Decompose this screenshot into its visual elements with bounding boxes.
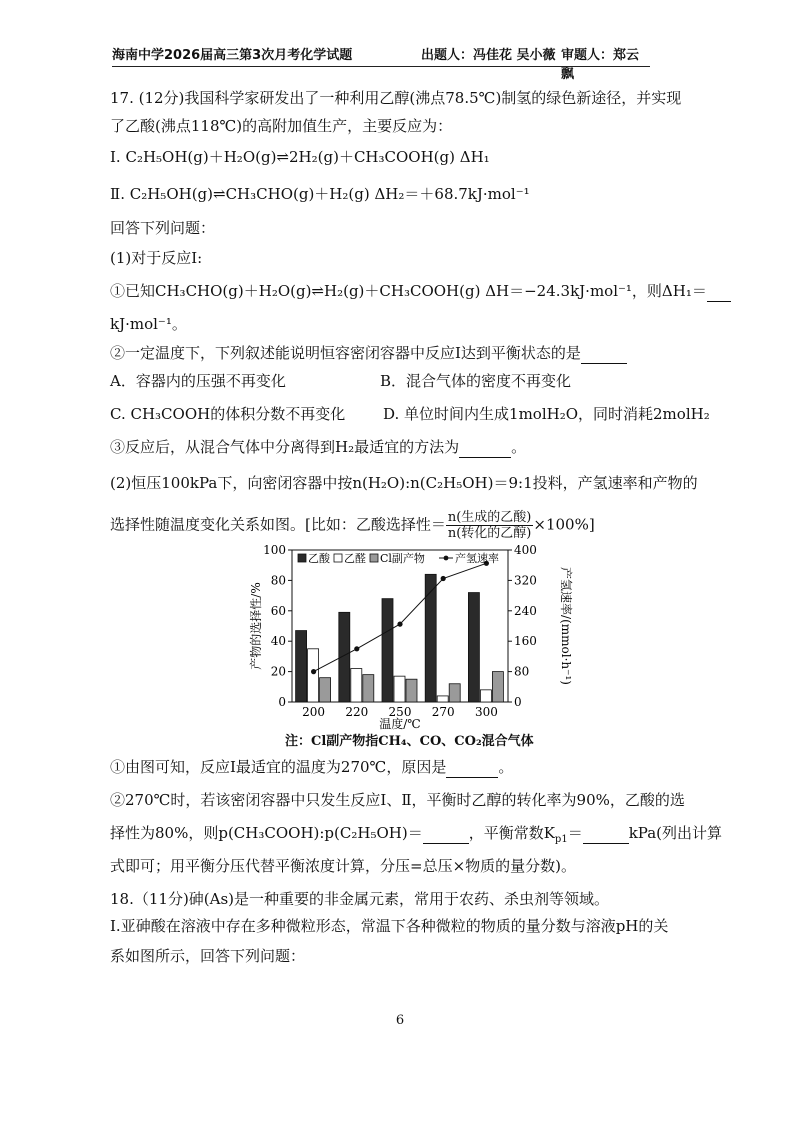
sub-question-3-text: ③反应后，从混合气体中分离得到H₂最适宜的方法为 xyxy=(110,438,460,456)
y2-tick-label: 0 xyxy=(514,695,522,709)
y-tick-label: 0 xyxy=(278,695,286,709)
bar-acetic-acid xyxy=(382,599,393,702)
y2-tick-label: 240 xyxy=(514,603,537,618)
q18-line-1: 18.（11分)砷(As)是一种重要的非金属元素，常用于农药、杀虫剂等领域。 xyxy=(110,890,610,908)
q17-intro-1: 17. (12分)我国科学家研发出了一种利用乙醇(沸点78.5℃)制氢的绿色新途径，并实现 xyxy=(110,89,682,107)
bar-cl-byproduct xyxy=(320,678,331,702)
y2-tick-label: 160 xyxy=(514,634,537,649)
legend-acetic-acid: 乙酸 xyxy=(308,552,330,565)
page-header xyxy=(112,44,650,82)
answer-blank[interactable] xyxy=(423,823,469,844)
legend-acetic-acid-swatch xyxy=(298,554,306,562)
answer-blank[interactable] xyxy=(459,437,511,458)
bar-acetic-acid xyxy=(468,593,479,702)
bar-acetaldehyde xyxy=(308,649,319,702)
s2-text-a: 择性为80%，则p(CH₃COOH):p(C₂H₅OH)＝ xyxy=(110,824,423,842)
hydrogen-rate-point xyxy=(354,646,359,651)
q18-line-2: Ⅰ.亚砷酸在溶液中存在多种微粒形态，常温下各种微粒的物质的量分数与溶液pH的关 xyxy=(110,917,669,935)
hydrogen-rate-point xyxy=(397,622,402,627)
fraction-denominator: n(转化的乙醇) xyxy=(447,526,532,541)
bar-acetic-acid xyxy=(425,574,436,702)
q18-line-3: 系如图所示，回答下列问题： xyxy=(110,947,306,965)
s2-line-3: 式即可；用平衡分压代替平衡浓度计算，分压=总压×物质的量分数)。 xyxy=(110,857,576,875)
bar-acetaldehyde xyxy=(394,676,405,702)
y-tick-label: 60 xyxy=(270,603,286,618)
page-number: 6 xyxy=(395,1013,405,1028)
option-d: D. 单位时间内生成1molH₂O，同时消耗2molH₂ xyxy=(383,405,710,423)
bar-acetaldehyde xyxy=(351,669,362,702)
part-2-line-1: (2)恒压100kPa下，向密闭容器中按n(H₂O):n(C₂H₅OH)＝9:1投料，产氢速率和产物的 xyxy=(110,474,698,492)
bar-cl-byproduct xyxy=(363,675,374,702)
y2-tick-label: 400 xyxy=(514,543,537,557)
legend-cl-byproduct: Cl副产物 xyxy=(380,552,425,565)
legend-hydrogen-rate: 产氢速率 xyxy=(455,552,499,565)
selectivity-fraction xyxy=(446,510,534,541)
y-axis-label: 产物的选择性/% xyxy=(249,582,263,670)
y2-tick-label: 80 xyxy=(514,664,530,679)
s1-question xyxy=(110,757,513,778)
sub-question-1-unit: kJ·mol⁻¹。 xyxy=(110,315,187,333)
exam-authors: 出题人：冯佳花 吴小薇 xyxy=(421,48,556,63)
selectivity-chart xyxy=(240,540,573,732)
s2-text-c: ＝ xyxy=(567,824,583,842)
hydrogen-rate-point xyxy=(441,576,446,581)
bar-cl-byproduct xyxy=(492,672,503,702)
sub-question-1-text: ①已知CH₃CHO(g)＋H₂O(g)⇌H₂(g)＋CH₃COOH(g) ΔH＝−24.3kJ·mol⁻¹，则ΔH₁＝ xyxy=(110,282,707,300)
bar-cl-byproduct xyxy=(406,679,417,702)
answer-prompt: 回答下列问题： xyxy=(110,219,216,237)
sub-question-3-end: 。 xyxy=(511,438,527,456)
sub-question-1 xyxy=(110,281,731,302)
answer-blank[interactable] xyxy=(446,757,498,778)
s2-text-d: kPa(列出计算 xyxy=(628,824,723,842)
reaction-2: Ⅱ. C₂H₅OH(g)⇌CH₃CHO(g)＋H₂(g) ΔH₂＝＋68.7kJ·mol⁻¹ xyxy=(110,185,530,203)
part-1-label: (1)对于反应Ⅰ: xyxy=(110,249,203,267)
y-tick-label: 20 xyxy=(270,664,286,679)
legend-acetaldehyde-swatch xyxy=(334,554,342,562)
answer-blank[interactable] xyxy=(581,343,627,364)
q17-intro-2: 了乙酸(沸点118℃)的高附加值生产，主要反应为： xyxy=(110,117,453,135)
x-tick-label: 220 xyxy=(345,705,369,719)
s1-text: ①由图可知，反应Ⅰ最适宜的温度为270℃，原因是 xyxy=(110,758,447,776)
kp-subscript: p1 xyxy=(554,834,568,845)
fraction-tail: ×100%] xyxy=(533,515,595,534)
header-rule xyxy=(112,66,650,67)
s2-line-1: ②270℃时，若该密闭容器中只发生反应Ⅰ、Ⅱ，平衡时乙醇的转化率为90%，乙酸的选 xyxy=(110,791,685,809)
fraction-numerator: n(生成的乙酸) xyxy=(447,510,532,525)
option-c: C. CH₃COOH的体积分数不再变化 xyxy=(110,405,346,423)
exam-title: 海南中学2026届高三第3次月考化学试题 xyxy=(112,48,353,63)
sub-question-3 xyxy=(110,437,526,458)
sub-question-2-text: ②一定温度下，下列叙述能说明恒容密闭容器中反应Ⅰ达到平衡状态的是 xyxy=(110,344,581,362)
x-axis-label: 温度/℃ xyxy=(379,717,421,731)
x-tick-label: 300 xyxy=(474,705,498,719)
option-b: B．混合气体的密度不再变化 xyxy=(380,372,572,390)
sub-question-2 xyxy=(110,343,627,364)
reaction-1: Ⅰ. C₂H₅OH(g)＋H₂O(g)⇌2H₂(g)＋CH₃COOH(g) ΔH₁ xyxy=(110,148,490,166)
s2-text-b: ，平衡常数K xyxy=(468,824,555,842)
exam-reviewer: 审题人：郑云飘 xyxy=(561,48,640,82)
y-tick-label: 40 xyxy=(270,634,286,649)
y-tick-label: 100 xyxy=(263,543,286,557)
y2-tick-label: 320 xyxy=(514,573,537,588)
s1-end: 。 xyxy=(498,758,514,776)
bar-acetaldehyde xyxy=(480,690,491,702)
bar-acetic-acid xyxy=(296,631,307,702)
legend-cl-byproduct-swatch xyxy=(370,554,378,562)
part-2-line-2 xyxy=(110,510,595,541)
answer-blank[interactable] xyxy=(707,281,731,302)
y-tick-label: 80 xyxy=(270,573,286,588)
x-tick-label: 250 xyxy=(388,705,412,719)
x-tick-label: 200 xyxy=(302,705,326,719)
legend-acetaldehyde: 乙醛 xyxy=(344,552,366,565)
x-tick-label: 270 xyxy=(431,705,455,719)
part-2-line-2-text: 选择性随温度变化关系如图。[比如：乙酸选择性＝ xyxy=(110,515,446,534)
bar-acetaldehyde xyxy=(437,696,448,702)
answer-blank[interactable] xyxy=(583,823,629,844)
bar-cl-byproduct xyxy=(449,684,460,702)
legend-rate-point xyxy=(444,556,449,561)
y2-axis-label: 产氢速率/(mmol·h⁻¹) xyxy=(559,567,573,685)
chart-note: 注：Cl副产物指CH₄、CO、CO₂混合气体 xyxy=(285,734,534,749)
hydrogen-rate-point xyxy=(311,669,316,674)
option-a: A．容器内的压强不再变化 xyxy=(110,372,286,390)
s2-line-2 xyxy=(110,823,722,850)
